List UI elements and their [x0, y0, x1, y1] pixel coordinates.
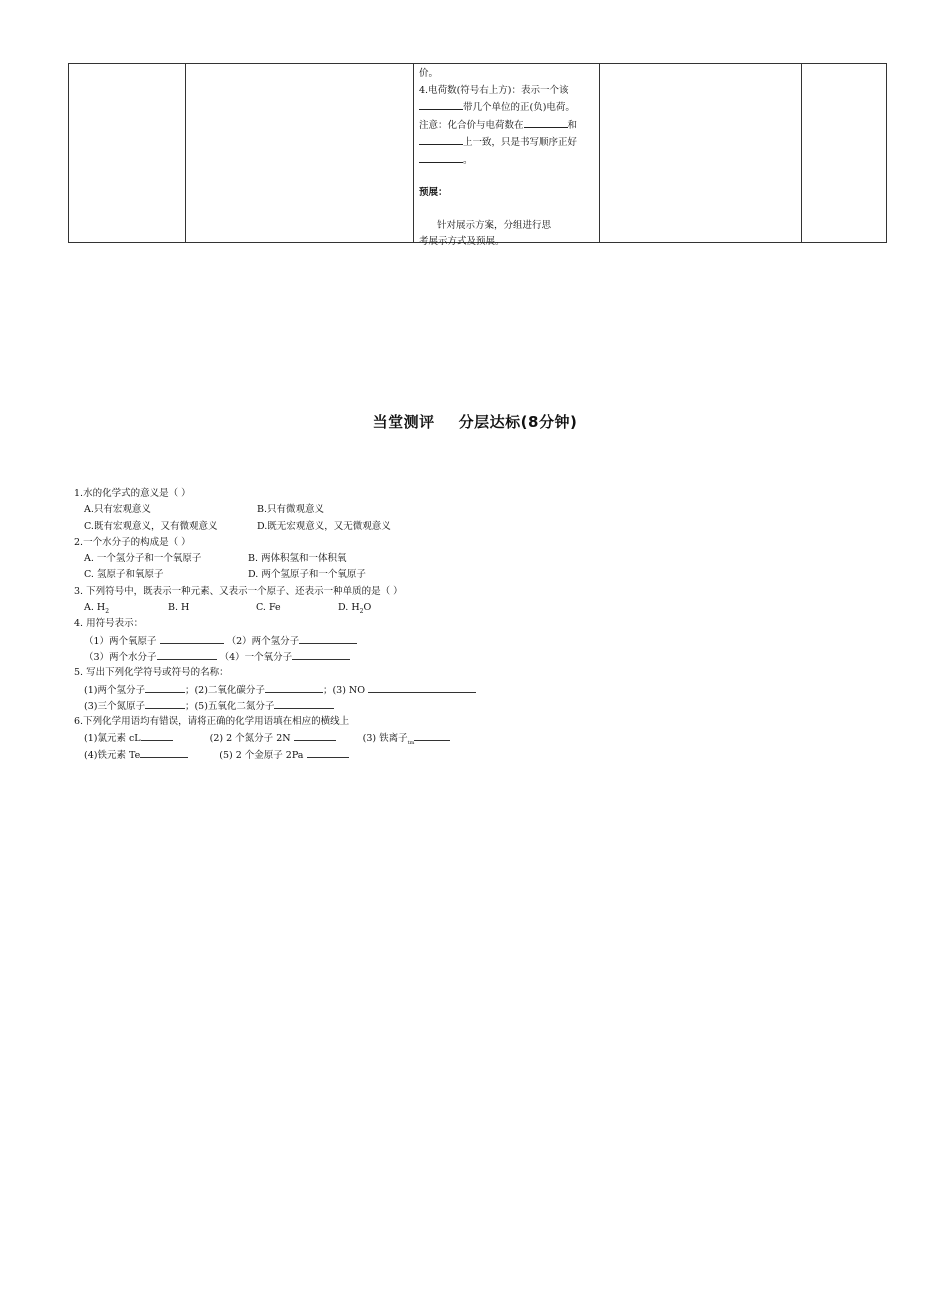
option[interactable]: C.既有宏观意义，又有微观意义 [84, 520, 218, 532]
fill-blank[interactable] [419, 99, 463, 110]
fill-blank[interactable] [419, 152, 463, 163]
preview-body: 针对展示方案，分组进行思 [437, 219, 552, 231]
answer-row [74, 747, 774, 763]
answer-blank[interactable] [145, 698, 185, 709]
cell-text: 注意：化合价与电荷数在 [419, 119, 524, 131]
answer-blank[interactable] [145, 682, 185, 693]
table-column-2 [185, 64, 414, 242]
answer-blank[interactable] [292, 649, 350, 660]
option[interactable]: D.既无宏观意义，又无微观意义 [257, 520, 391, 532]
answer-blank[interactable] [299, 633, 357, 644]
answer-blank[interactable] [141, 730, 173, 741]
table-column-4 [599, 64, 802, 242]
answer-blank[interactable] [414, 730, 450, 741]
question-stem: 1.水的化学式的意义是（ ） [74, 488, 191, 499]
cell-line [419, 99, 595, 117]
preview-body: 考展示方式及预展。 [419, 236, 505, 247]
option[interactable]: C. 氢原子和氧原子 [84, 569, 164, 581]
option[interactable]: A. 一个氢分子和一个氧原子 [84, 553, 202, 565]
cell-line: 4.电荷数(符号右上方)：表示一个该 [419, 84, 569, 96]
option-row [74, 567, 774, 583]
question-stem: 5. 写出下列化学符号或符号的名称： [74, 667, 229, 679]
cell-line [419, 117, 595, 135]
table-cell-content [419, 66, 595, 251]
subscript: 2 [359, 607, 364, 615]
prompt: （1）两个氧原子 [84, 635, 157, 647]
prompt: (3) 铁离子 [362, 733, 408, 745]
prompt: （2）两个氢分子 [226, 635, 300, 647]
table-column-1 [69, 64, 186, 242]
lesson-plan-table [68, 63, 887, 247]
title-part-b: 分层达标(8分钟) [458, 413, 578, 431]
question-stem: 6.下列化学用语均有错误，请将正确的化学用语填在相应的横线上 [74, 716, 350, 728]
table-column-3 [413, 64, 600, 247]
prompt: (1)两个氢分子 [84, 684, 145, 696]
option[interactable]: B. 两体积氢和一体积氧 [248, 553, 347, 565]
subscript: tm [407, 740, 415, 747]
answer-blank[interactable] [160, 633, 224, 644]
prompt: ；(3) NO [322, 684, 366, 696]
preview-heading: 预展： [419, 187, 448, 198]
option-row [74, 502, 774, 518]
cell-text: 。 [463, 154, 473, 166]
option[interactable]: B. H [168, 602, 190, 614]
option-row [74, 519, 774, 535]
answer-row [74, 633, 774, 649]
cell-line [419, 134, 595, 152]
answer-row [74, 682, 774, 698]
cell-text: 上一致，只是书写顺序正好 [463, 137, 578, 148]
option[interactable]: D. 两个氢原子和一个氧原子 [248, 569, 366, 581]
prompt: (4)铁元素 Te [84, 749, 141, 761]
answer-blank[interactable] [368, 682, 476, 693]
prompt: (3)三个氮原子 [84, 700, 145, 712]
option-row [74, 551, 774, 567]
option-text: D. H [338, 602, 360, 614]
option[interactable]: C. Fe [256, 602, 281, 614]
prompt: （4）一个氧分子 [219, 651, 293, 663]
prompt: (5) 2 个金原子 2Pa [219, 749, 304, 761]
cell-text: 带几个单位的正(负)电荷。 [463, 102, 575, 113]
answer-row [74, 649, 774, 665]
answer-blank[interactable] [274, 698, 334, 709]
prompt: ；(5)五氧化二氮分子 [184, 700, 275, 712]
answer-row [74, 698, 774, 714]
cell-line [419, 152, 595, 170]
quiz-questions [74, 486, 774, 763]
answer-blank[interactable] [294, 730, 336, 741]
option[interactable]: A.只有宏观意义 [84, 504, 151, 516]
prompt: (2) 2 个氮分子 2N [209, 733, 291, 745]
answer-blank[interactable] [140, 747, 188, 758]
prompt: ；(2)二氧化碳分子 [184, 684, 265, 696]
cell-text: 和 [567, 119, 578, 131]
cell-line: 价。 [419, 68, 439, 79]
fill-blank[interactable] [419, 134, 463, 145]
answer-row [74, 730, 774, 746]
fill-blank[interactable] [524, 117, 568, 128]
option[interactable]: B.只有微观意义 [257, 504, 325, 516]
answer-blank[interactable] [307, 747, 349, 758]
prompt: (1)氯元素 cL [84, 733, 141, 745]
option-text: O [363, 602, 372, 614]
option-text: A. H [84, 602, 106, 614]
title-part-a: 当堂测评 [372, 413, 435, 431]
table-column-5 [801, 64, 888, 242]
section-title [0, 411, 950, 432]
answer-blank[interactable] [157, 649, 217, 660]
question-stem: 2.一个水分子的构成是（ ） [74, 536, 191, 548]
option-row [74, 600, 774, 616]
question-stem: 4. 用符号表示： [74, 618, 144, 630]
subscript: 2 [105, 607, 110, 615]
prompt: （3）两个水分子 [84, 651, 157, 663]
question-stem: 3. 下列符号中，既表示一种元素、又表示一个原子、还表示一种单质的是（ ） [74, 585, 403, 597]
answer-blank[interactable] [265, 682, 323, 693]
